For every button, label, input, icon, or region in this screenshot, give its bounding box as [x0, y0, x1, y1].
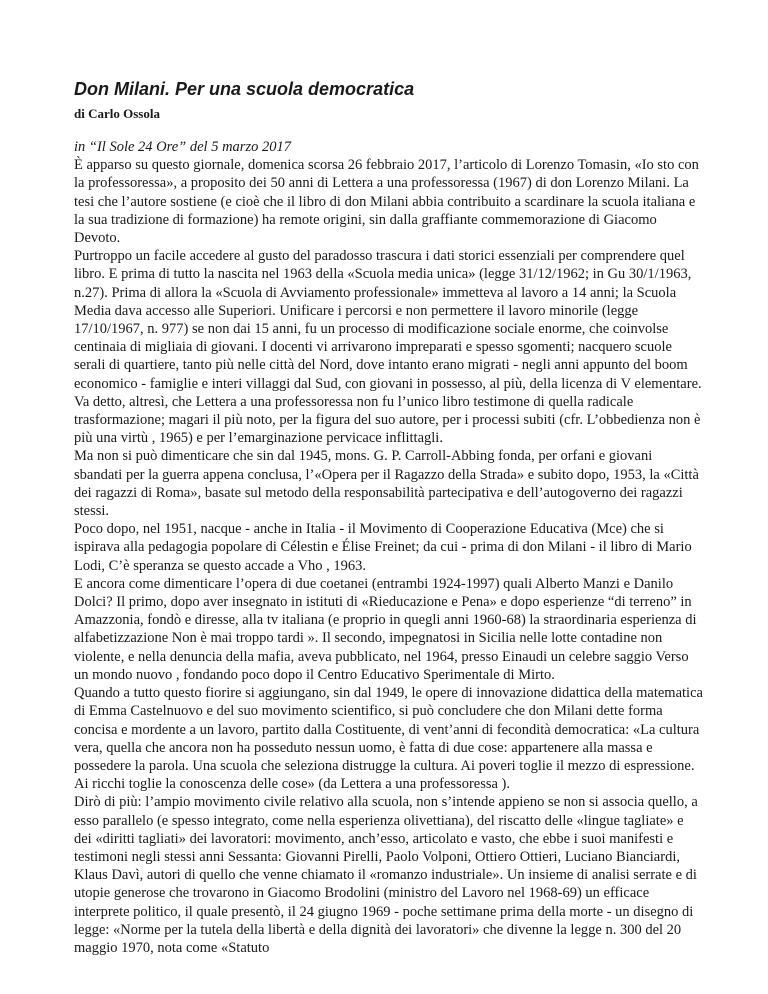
paragraph: Va detto, altresì, che Lettera a una professoressa non fu l’unico libro testimone di quella radicale trasformazione; magari il più noto, per la figura del suo autore, per i processi subiti (cfr. L’obbedienza non è più una virtù , 1965) e per l’emarginazione pervicace inflittagli. [74, 393, 701, 447]
paragraph: Purtroppo un facile accedere al gusto del paradosso trascura i dati storici essenziali per comprendere quel libro. E prima di tutto la nascita nel 1963 della «Scuola media unica» (legge 31/12/1962; in Gu 30/1/1963, n.27). Prima di allora la «Scuola di Avviamento professionale» immetteva al lavoro a 14 anni; la Scuola Media dava accesso alle Superiori. Unificare i percorsi e non permettere il lavoro minorile (legge 17/10/1967, n. 977) se non dai 15 anni, fu un processo di modificazione sociale enorme, che coinvolse centinaia di migliaia di giovani. I docenti vi arrivarono impreparati e spesso sgomenti; nacquero scuole serali di quartiere, tanto più nelle città del Nord, dove intanto erano migrati - negli anni appunto del boom economico - famiglie e interi villaggi dal Sud, con giovani in possesso, al più, della licenza di V elementare. [74, 248, 702, 392]
paragraph: Quando a tutto questo fiorire si aggiungano, sin dal 1949, le opere di innovazione didattica della matematica di Emma Castelnuovo e del suo movimento scientifico, si può concludere che don Milani dette forma concisa e mordente a un lavoro, partito dalla Costituente, di vent’anni di fecondità democratica: «La cultura vera, quella che ancora non ha posseduto nessun uomo, è fatta di due cose: appartenere alla massa e possedere la parola. Una scuola che seleziona distrugge la cultura. Ai poveri toglie il mezzo di espressione. Ai ricchi toglie la conoscenza delle cose» (da Lettera a una professoressa ). [74, 685, 703, 793]
paragraph: E ancora come dimenticare l’opera di due coetanei (entrambi 1924-1997) quali Alberto Manzi e Danilo Dolci? Il primo, dopo aver insegnato in istituti di «Rieducazione e Pena» e dopo esperienze “di terreno” in Amazzonia, fondò e diresse, alla tv italiana (e proprio in quegli anni 1960-68) la straordinaria esperienza di alfabetizzazione Non è mai troppo tardi ». Il secondo, impegnatosi in Sicilia nelle lotte contadine non violente, e nella denuncia della mafia, aveva pubblicato, nel 1964, presso Einaudi un celebre saggio Verso un mondo nuovo , fondando poco dopo il Centro Educativo Sperimentale di Mirto. [74, 575, 697, 683]
article-source: in “Il Sole 24 Ore” del 5 marzo 2017 [74, 139, 291, 155]
paragraph: Ma non si può dimenticare che sin dal 1945, mons. G. P. Carroll-Abbing fonda, per orfani e giovani sbandati per la guerra appena conclusa, l’«Opera per il Ragazzo della Strada» e subito dopo, 1953, la «Città dei ragazzi di Roma», basate sul metodo della responsabilità partecipativa e dell’autogoverno dei ragazzi stessi. [74, 448, 699, 520]
article-body [74, 156, 704, 957]
paragraph: È apparso su questo giornale, domenica scorsa 26 febbraio 2017, l’articolo di Lorenzo Tomasin, «Io sto con la professoressa», a proposito dei 50 anni di Lettera a una professoressa (1967) di don Lorenzo Milani. La tesi che l’autore sostiene (e cioè che il libro di don Milani abbia contribuito a scardinare la scuola italiana e la sua tradizione di formazione) ha remote origini, sin dalla graffiante commemorazione di Giacomo Devoto. [74, 157, 699, 247]
article-title: Don Milani. Per una scuola democratica [74, 79, 415, 99]
article [74, 78, 704, 957]
paragraph: Dirò di più: l’ampio movimento civile relativo alla scuola, non s’intende appieno se non si associa quello, a esso parallelo (e spesso integrato, come nella esperienza olivettiana), del riscatto delle «lingue tagliate» e dei «diritti tagliati» dei lavoratori: movimento, anch’esso, articolato e vasto, che ebbe i suoi manifesti e testimoni negli stessi anni Sessanta: Giovanni Pirelli, Paolo Volponi, Ottiero Ottieri, Luciano Bianciardi, Klaus Davì, autori di quello che venne chiamato il «romanzo industriale». Un insieme di analisi serrate e di utopie generose che trovarono in Giacomo Brodolini (ministro del Lavoro nel 1968-69) un efficace interprete politico, il quale presentò, il 24 giugno 1969 - poche settimane prima della morte - un disegno di legge: «Norme per la tutela della libertà e della dignità dei lavoratori» che divenne la legge n. 300 del 20 maggio 1970, nota come «Statuto [74, 794, 698, 956]
paragraph: Poco dopo, nel 1951, nacque - anche in Italia - il Movimento di Cooperazione Educativa (Mce) che si ispirava alla pedagogia popolare di Célestin e Élise Freinet; da cui - prima di don Milani - il libro di Mario Lodi, C’è speranza se questo accade a Vho , 1963. [74, 521, 692, 574]
article-author: di Carlo Ossola [74, 106, 160, 121]
